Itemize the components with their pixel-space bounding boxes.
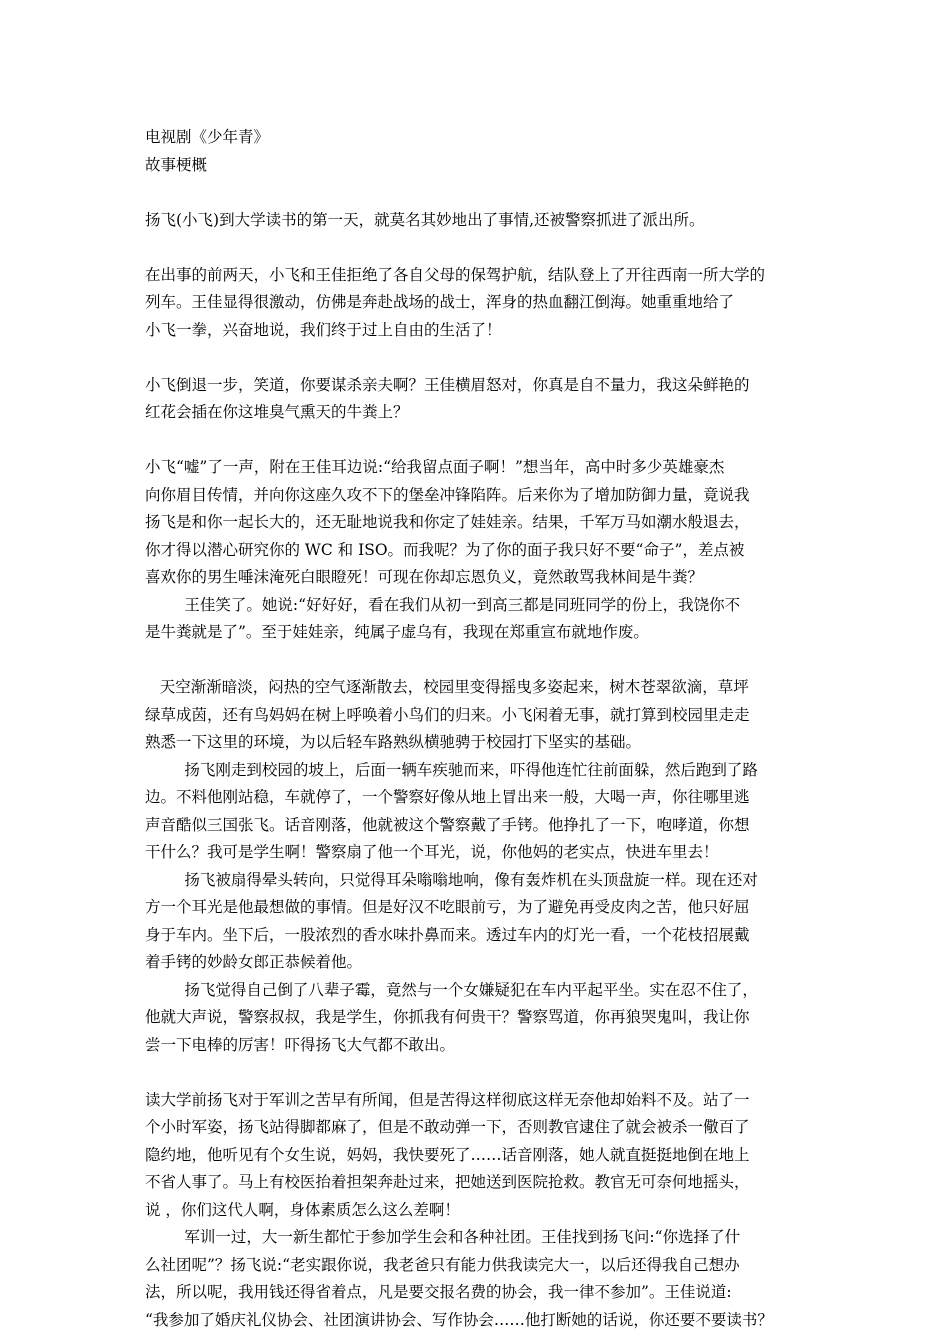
text-line: “我参加了婚庆礼仪协会、社团演讲协会、写作协会……他打断她的话说，你还要不要读书？ (145, 1310, 773, 1329)
text-line: 他就大声说，警察叔叔，我是学生，你抓我有何贵干？警察骂道，你再狼哭鬼叫，我让你 (145, 1008, 750, 1026)
text-line: 尝一下电棒的厉害！吓得扬飞大气都不敢出。 (145, 1035, 456, 1054)
text-line: 扬飞觉得自己倒了八辈子霉，竟然与一个女嫌疑犯在车内平起平坐。实在忍不住了， (145, 980, 758, 999)
paragraph-spacer (145, 647, 825, 675)
text-line: 说 ，你们这代人啊，身体素质怎么这么差啊！ (145, 1200, 460, 1219)
text-line: 列车。王佳显得很激动，仿佛是奔赴战场的战士，浑身的热血翻江倒海。她重重地给了 (145, 293, 735, 311)
document-body (145, 124, 825, 1334)
text-line: 隐约地，他听见有个女生说，妈妈，我快要死了……话音刚落，她人就直挺挺地倒在地上 (145, 1145, 750, 1164)
text-line: 不省人事了。马上有校医抬着担架奔赴过来，把她送到医院抢救。教官无可奈何地摇头， (145, 1173, 750, 1191)
text-line: 小飞“嘘”了一声，附在王佳耳边说:“给我留点面子啊！”想当年，高中时多少英雄豪杰 (145, 458, 725, 476)
text-line: 边。不料他刚站稳，车就停了，一个警察好像从地上冒出来一般，大喝一声，你往哪里逃 (145, 788, 750, 806)
text-line: 军训一过，大一新生都忙于参加学生会和各种社团。王佳找到扬飞问:“你选择了什 (145, 1228, 741, 1246)
paragraph (145, 372, 825, 427)
text-line: 喜欢你的男生唾沫淹死白眼瞪死！可现在你却忘恩负义，竟然敢骂我林间是牛粪？ (145, 568, 704, 586)
paragraph-spacer (145, 427, 825, 455)
text-line: 身于车内。坐下后，一股浓烈的香水味扑鼻而来。透过车内的灯光一看，一个花枝招展戴 (145, 925, 750, 944)
text-line: 声音酷似三国张飞。话音刚落，他就被这个警察戴了手铐。他挣扎了一下，咆哮道，你想 (145, 815, 750, 834)
text-line: 法，所以呢，我用钱还得省着点，凡是要交报名费的协会，我一律不参加”。王佳说道: (145, 1283, 732, 1301)
paragraph (145, 454, 825, 647)
text-line: 读大学前扬飞对于军训之苦早有所闻，但是苦得这样彻底这样无奈他却始料不及。站了一 (145, 1090, 750, 1109)
paragraph-spacer (145, 234, 825, 262)
paragraph (145, 207, 825, 235)
text-line: 天空渐渐暗淡，闷热的空气逐渐散去，校园里变得摇曳多姿起来，树木苍翠欲滴，草坪 (145, 678, 749, 696)
paragraph-spacer (145, 1059, 825, 1087)
text-line: 扬飞是和你一起长大的，还无耻地说我和你定了娃娃亲。结果，千军万马如潮水般退去， (145, 513, 750, 531)
text-line: 熟悉一下这里的环境，为以后轻车路熟纵横驰骋于校园打下坚实的基础。 (145, 733, 642, 751)
paragraph (145, 674, 825, 1059)
text-line: 红花会插在你这堆臭气熏天的牛粪上？ (145, 403, 409, 421)
text-line: 扬飞刚走到校园的坡上，后面一辆车疾驰而来，吓得他连忙往前面躲，然后跑到了路 (145, 760, 758, 779)
text-line: 王佳笑了。她说:“好好好，看在我们从初一到高三都是同班同学的份上，我饶你不 (145, 595, 741, 614)
text-line: 你才得以潜心研究你的 WC 和 ISO。而我呢？为了你的面子我只好不要“命子”，差点被 (145, 540, 745, 559)
paragraph-spacer (145, 344, 825, 372)
text-line: 么社团呢”？扬飞说:“老实跟你说，我老爸只有能力供我读完大一，以后还得我自己想办 (145, 1255, 740, 1274)
text-line: 个小时军姿，扬飞站得脚都麻了，但是不敢动弹一下，否则教官逮住了就会被杀一儆百了 (145, 1118, 750, 1136)
text-line: 干什么？我可是学生啊！警察扇了他一个耳光，说，你他妈的老实点，快进车里去！ (145, 843, 719, 861)
document-subtitle: 故事梗概 (145, 155, 208, 174)
text-line: 方一个耳光是他最想做的事情。但是好汉不吃眼前亏，为了避免再受皮肉之苦，他只好屈 (145, 898, 750, 916)
text-line: 是牛粪就是了”。至于娃娃亲，纯属子虚乌有，我现在郑重宣布就地作废。 (145, 623, 649, 641)
text-line: 绿草成茵，还有鸟妈妈在树上呼唤着小鸟们的归来。小飞闲着无事，就打算到校园里走走 (145, 705, 750, 724)
paragraph-list (145, 207, 825, 1335)
paragraph (145, 1087, 825, 1335)
text-line: 着手铐的妙龄女郎正恭候着他。 (145, 953, 363, 971)
paragraph (145, 262, 825, 345)
paragraph-spacer (145, 179, 825, 207)
text-line: 在出事的前两天，小飞和王佳拒绝了各自父母的保驾护航，结队登上了开往西南一所大学的 (145, 265, 766, 284)
document-title: 电视剧《少年青》 (145, 128, 270, 146)
text-line: 扬飞(小飞)到大学读书的第一天，就莫名其妙地出了事情,还被警察抓进了派出所。 (145, 210, 705, 229)
text-line: 小飞倒退一步，笑道，你要谋杀亲夫啊？王佳横眉怒对，你真是自不量力，我这朵鲜艳的 (145, 375, 750, 394)
text-line: 扬飞被扇得晕头转向，只觉得耳朵嗡嗡地响，像有轰炸机在头顶盘旋一样。现在还对 (145, 870, 758, 889)
text-line: 向你眉目传情，并向你这座久攻不下的堡垒冲锋陷阵。后来你为了增加防御力量，竟说我 (145, 485, 750, 504)
text-line: 小飞一拳，兴奋地说，我们终于过上自由的生活了！ (145, 320, 502, 339)
